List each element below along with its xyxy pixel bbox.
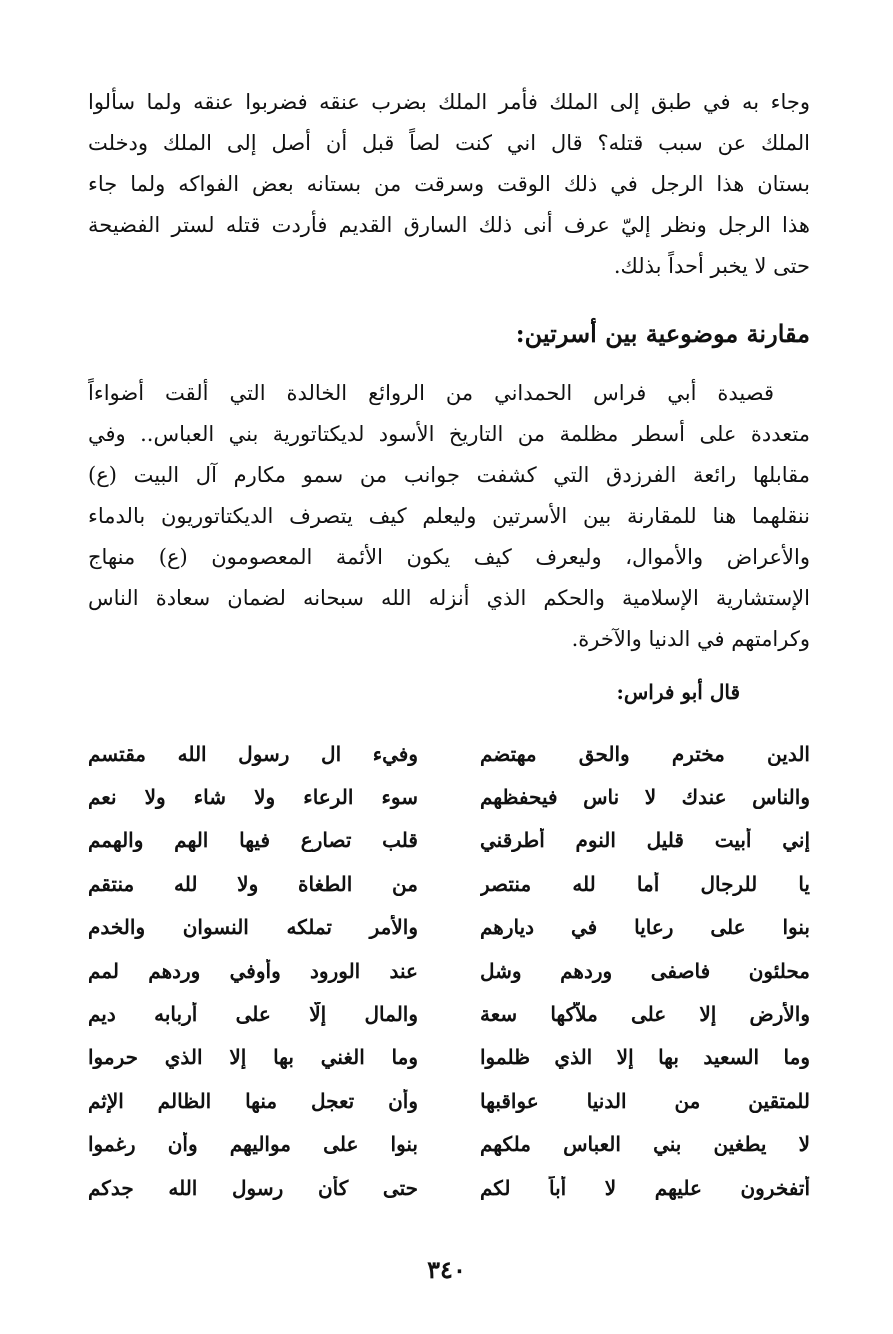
hemistich-first: والأرض إلا على ملاّكها سعة (480, 1002, 810, 1027)
hemistich-first: محلئون فاصفى وردهم وشل (480, 958, 810, 983)
text-line: هذا الرجل ونظر إليّ عرف أنى ذلك السارق القديم فأردت قتله لستر الفضيحة (88, 213, 810, 237)
hemistich-second: قلب تصارع فيها الهم والهمم (88, 828, 418, 853)
hemistich-first: وما السعيد بها إلا الذي ظلموا (480, 1045, 810, 1070)
verse (88, 992, 810, 1035)
page-content (88, 82, 810, 1209)
hemistich-first: يا للرجال أما لله منتصر (480, 871, 810, 896)
text-line: ننقلهما هنا للمقارنة بين الأسرتين وليعلم كيف يتصرف الديكتاتوريون بالدماء (88, 504, 810, 528)
poem-intro: قال أبو فراس: (616, 680, 740, 704)
verse (88, 906, 810, 949)
section-heading: مقارنة موضوعية بين أسرتين: (515, 319, 810, 348)
page-number: ٣٤٠ (427, 1255, 466, 1284)
text-line: بستان هذا الرجل في ذلك الوقت وسرقت من بستانه بعض الفواكه ولما جاء (88, 172, 810, 196)
hemistich-second: وفيء ال رسول الله مقتسم (88, 741, 418, 766)
paragraph-story-end (88, 82, 810, 287)
text-line: حتى لا يخبر أحداً بذلك. (613, 254, 810, 278)
text-line: وكرامتهم في الدنيا والآخرة. (571, 627, 810, 651)
text-line: وجاء به في طبق إلى الملك فأمر الملك بضرب عنقه فضربوا عنقه ولما سألوا (88, 90, 810, 114)
verse (88, 1166, 810, 1209)
hemistich-second: بنوا على مواليهم وأن رغموا (88, 1132, 418, 1157)
hemistich-second: والمال إلّا على أربابه ديم (88, 1002, 418, 1027)
hemistich-second: وما الغني بها إلا الذي حرموا (88, 1045, 418, 1070)
hemistich-second: وأن تعجل منها الظالم الإثم (88, 1088, 418, 1113)
hemistich-second: من الطغاة ولا لله منتقم (88, 871, 418, 896)
text-line: الإستشارية الإسلامية والحكم الذي أنزله الله سبحانه لضمان سعادة الناس (88, 586, 810, 610)
verse (88, 1079, 810, 1122)
hemistich-first: لا يطغين بني العباس ملكهم (480, 1132, 810, 1157)
verse (88, 1036, 810, 1079)
paragraph-comparison (88, 373, 810, 660)
hemistich-second: حتى كأن رسول الله جدكم (88, 1175, 418, 1200)
hemistich-first: بنوا على رعايا في ديارهم (480, 915, 810, 940)
verse (88, 1123, 810, 1166)
hemistich-first: أتفخرون عليهم لا أباً لكم (480, 1175, 810, 1200)
verse (88, 732, 810, 775)
prose-middle (88, 373, 810, 660)
prose-top (88, 82, 810, 287)
text-line: متعددة على أسطر مظلمة من التاريخ الأسود لديكتاتورية بني العباس.. وفي (88, 422, 810, 446)
hemistich-second: سوء الرعاء ولا شاء ولا نعم (88, 785, 418, 810)
text-line: الملك عن سبب قتله؟ قال اني كنت لصاً قبل أن أصل إلى الملك ودخلت (88, 131, 810, 155)
hemistich-second: عند الورود وأوفي وردهم لمم (88, 958, 418, 983)
text-line: قصيدة أبي فراس الحمداني من الروائع الخالدة التي ألقت أضواءاً (88, 381, 774, 405)
hemistich-second: والأمر تملكه النسوان والخدم (88, 915, 418, 940)
hemistich-first: والناس عندك لا ناس فيحفظهم (480, 785, 810, 810)
poem (88, 732, 810, 1209)
text-line: مقابلها رائعة الفرزدق التي كشفت جوانب من سمو مكارم آل البيت (ع) (88, 463, 810, 487)
hemistich-first: للمتقين من الدنيا عواقبها (480, 1088, 810, 1113)
verse (88, 862, 810, 905)
verse (88, 949, 810, 992)
hemistich-first: إني أبيت قليل النوم أطرقني (480, 828, 810, 853)
verse (88, 775, 810, 818)
verse (88, 819, 810, 862)
hemistich-first: الدين مخترم والحق مهتضم (480, 741, 810, 766)
text-line: والأعراض والأموال، وليعرف كيف يكون الأئمة المعصومون (ع) منهاج (88, 545, 810, 569)
